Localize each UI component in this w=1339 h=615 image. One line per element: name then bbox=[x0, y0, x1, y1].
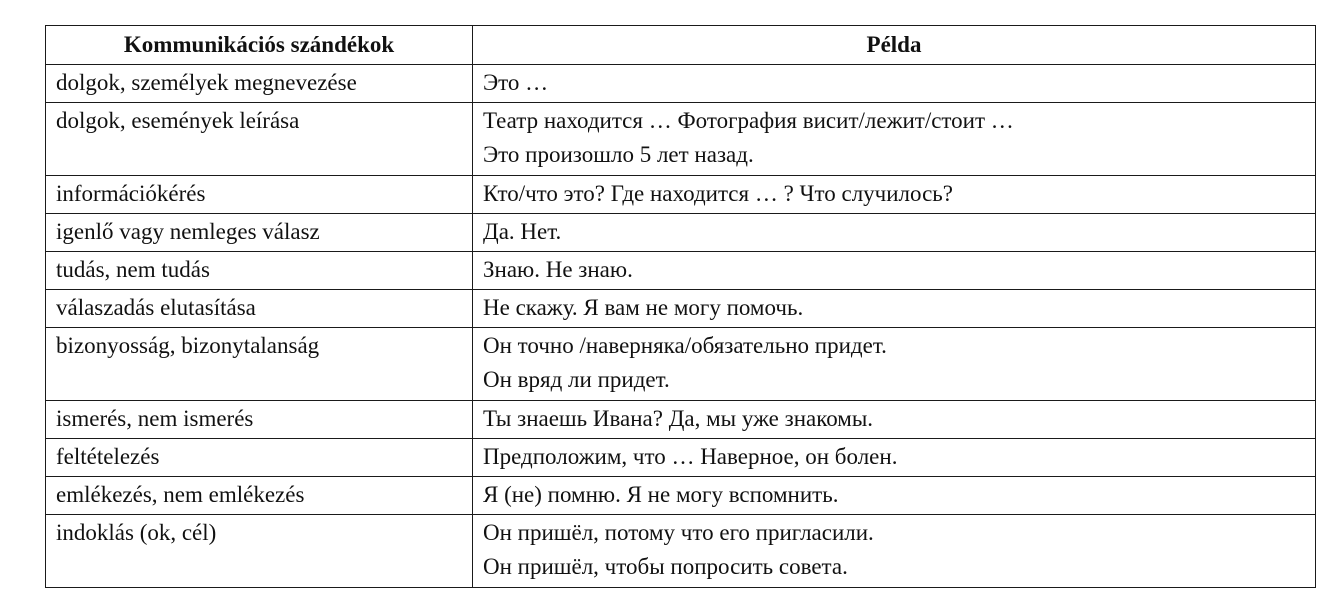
example-line: Предположим, что … Наверное, он болен. bbox=[483, 444, 898, 469]
example-line: Я (не) помню. Я не могу вспомнить. bbox=[483, 482, 839, 507]
intent-text: tudás, nem tudás bbox=[56, 257, 210, 282]
example-line: Знаю. Не знаю. bbox=[483, 257, 633, 282]
table-row bbox=[46, 176, 1316, 214]
header-row bbox=[46, 26, 1316, 65]
intent-cell bbox=[46, 65, 473, 103]
table-row bbox=[46, 65, 1316, 103]
example-line: Он точно /наверняка/обязательно придет. bbox=[483, 333, 887, 358]
intent-text: feltételezés bbox=[56, 444, 160, 469]
example-cell bbox=[473, 515, 1316, 588]
table-row bbox=[46, 439, 1316, 477]
intent-text: válaszadás elutasítása bbox=[56, 295, 256, 320]
intent-text: emlékezés, nem emlékezés bbox=[56, 482, 305, 507]
example-line: Он вряд ли придет. bbox=[483, 367, 670, 392]
example-cell bbox=[473, 176, 1316, 214]
example-cell bbox=[473, 401, 1316, 439]
header-example: Példa bbox=[473, 26, 1316, 65]
intent-text: indoklás (ok, cél) bbox=[56, 520, 217, 545]
communication-intents-table bbox=[45, 25, 1316, 588]
table-body bbox=[46, 65, 1316, 588]
example-line: Ты знаешь Ивана? Да, мы уже знакомы. bbox=[483, 406, 874, 431]
example-cell bbox=[473, 290, 1316, 328]
intent-cell bbox=[46, 477, 473, 515]
example-line: Это произошло 5 лет назад. bbox=[483, 142, 754, 167]
intent-cell bbox=[46, 214, 473, 252]
example-line: Он пришёл, потому что его пригласили. bbox=[483, 520, 874, 545]
intent-cell bbox=[46, 252, 473, 290]
intent-cell bbox=[46, 176, 473, 214]
table-row bbox=[46, 401, 1316, 439]
table-row bbox=[46, 328, 1316, 401]
example-line: Не скажу. Я вам не могу помочь. bbox=[483, 295, 804, 320]
intent-cell bbox=[46, 290, 473, 328]
intent-text: információkérés bbox=[56, 181, 206, 206]
example-cell bbox=[473, 439, 1316, 477]
intent-text: bizonyosság, bizonytalanság bbox=[56, 333, 320, 358]
intent-cell bbox=[46, 401, 473, 439]
example-line: Да. Нет. bbox=[483, 219, 562, 244]
table-row bbox=[46, 290, 1316, 328]
example-line: Кто/что это? Где находится … ? Что случилось? bbox=[483, 181, 954, 206]
table-row bbox=[46, 477, 1316, 515]
table-row bbox=[46, 515, 1316, 588]
example-cell bbox=[473, 65, 1316, 103]
intent-cell bbox=[46, 515, 473, 588]
example-line: Это … bbox=[483, 70, 549, 95]
intent-text: dolgok, események leírása bbox=[56, 108, 300, 133]
example-cell bbox=[473, 252, 1316, 290]
example-cell bbox=[473, 328, 1316, 401]
intent-text: igenlő vagy nemleges válasz bbox=[56, 219, 320, 244]
intent-text: ismerés, nem ismerés bbox=[56, 406, 254, 431]
example-cell bbox=[473, 214, 1316, 252]
table-row bbox=[46, 214, 1316, 252]
example-line: Он пришёл, чтобы попросить совета. bbox=[483, 554, 848, 579]
header-intents: Kommunikációs szándékok bbox=[46, 26, 473, 65]
example-line: Театр находится … Фотография висит/лежит/стоит … bbox=[483, 108, 1014, 133]
table-row bbox=[46, 252, 1316, 290]
example-cell bbox=[473, 477, 1316, 515]
intent-cell bbox=[46, 103, 473, 176]
example-cell bbox=[473, 103, 1316, 176]
table-header bbox=[46, 26, 1316, 65]
intent-cell bbox=[46, 328, 473, 401]
intent-cell bbox=[46, 439, 473, 477]
table-row bbox=[46, 103, 1316, 176]
intent-text: dolgok, személyek megnevezése bbox=[56, 70, 357, 95]
